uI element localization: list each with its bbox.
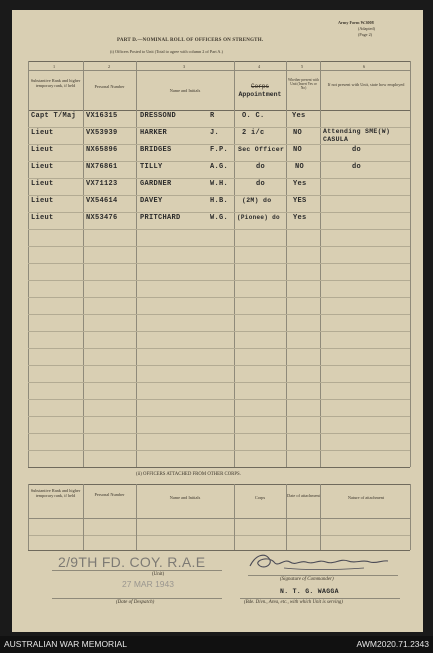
- col-header-appointment-struck: Corps: [250, 83, 269, 90]
- officer-number: NX65896: [86, 146, 118, 154]
- archive-footer: [0, 636, 433, 653]
- commander-signature: [244, 548, 394, 574]
- col-header-rank: Substantive Rank and higher temporary rank, if held: [30, 78, 81, 88]
- officer-rank: Lieut: [31, 129, 54, 137]
- archive-name: AUSTRALIAN WAR MEMORIAL: [4, 639, 127, 649]
- col-header-number: Personal Number: [94, 84, 125, 89]
- officer-initials: W.H.: [210, 180, 229, 188]
- officer-number: NX76861: [86, 163, 118, 171]
- officer-appointment: (Pionee) do: [237, 214, 280, 221]
- officer-present: NO: [295, 163, 305, 171]
- officer-name: DRESSOND: [140, 112, 177, 120]
- officer-name: BRIDGES: [140, 146, 172, 154]
- col-number-3: 3: [183, 64, 186, 69]
- officer-name: GARDNER: [140, 180, 172, 188]
- col-number-4: 4: [258, 64, 261, 69]
- officer-initials: R: [210, 112, 215, 120]
- officer-present: YES: [293, 197, 307, 205]
- form-id-line1: Army Form W.3008: [338, 20, 374, 25]
- officer-employed: Attending SME(W) CASULA: [323, 128, 391, 143]
- officer-appointment: 2 i/c: [242, 129, 265, 137]
- col-number-1: 1: [53, 64, 56, 69]
- col-header-present: Whether present with Unit (Insert Yes or No): [288, 78, 319, 91]
- officer-appointment: O. C.: [242, 112, 265, 120]
- despatch-label: (Date of Despatch): [116, 600, 155, 605]
- attached-header-date: Date of attachment: [287, 493, 320, 498]
- officer-number: VX54614: [86, 197, 118, 205]
- attached-header-number: Personal Number: [94, 492, 125, 497]
- col-number-5: 5: [301, 64, 304, 69]
- officer-number: VX71123: [86, 180, 118, 188]
- officer-employed: do: [352, 163, 362, 171]
- officer-initials: F.P.: [210, 146, 229, 154]
- officer-appointment: do: [256, 180, 266, 188]
- officer-name: PRITCHARD: [140, 214, 181, 222]
- form-id-line3: (Page 2): [358, 32, 373, 37]
- officer-initials: J.: [210, 129, 220, 137]
- col-header-appointment: Appointment: [238, 91, 282, 98]
- officer-appointment: do: [256, 163, 266, 171]
- officer-number: VX53939: [86, 129, 118, 137]
- section-i-title: (i) Officers Posted to Unit (Total to agree with column 2 of Part A.): [110, 49, 223, 54]
- officer-rank: Lieut: [31, 180, 54, 188]
- officer-initials: A.G.: [210, 163, 229, 171]
- officer-initials: W.G.: [210, 214, 229, 222]
- attached-header-corps: Corps: [254, 495, 266, 500]
- officer-name: DAVEY: [140, 197, 163, 205]
- officer-employed: do: [352, 146, 362, 154]
- officer-initials: H.B.: [210, 197, 229, 205]
- location-text: N. T. G. WAGGA: [280, 588, 339, 595]
- attached-header-nature: Nature of attachment: [347, 495, 385, 500]
- officer-name: HARKER: [140, 129, 168, 137]
- officer-rank: Lieut: [31, 163, 54, 171]
- attached-header-name: Name and Initials: [169, 495, 201, 500]
- part-title: PART D.—NOMINAL ROLL OF OFFICERS ON STRENGTH.: [117, 38, 264, 43]
- col-number-6: 6: [363, 64, 366, 69]
- officer-name: TILLY: [140, 163, 163, 171]
- officer-present: NO: [293, 129, 303, 137]
- officer-rank: Capt T/Maj: [31, 112, 77, 120]
- attached-header-rank: Substantive Rank and higher temporary rank, if held: [30, 488, 81, 498]
- section-ii-title: (ii) OFFICERS ATTACHED FROM OTHER CORPS.: [136, 472, 241, 477]
- officer-present: Yes: [293, 214, 307, 222]
- signature-label: (Signature of Commander): [280, 577, 334, 582]
- officer-rank: Lieut: [31, 146, 54, 154]
- unit-stamp: 2/9TH FD. COY. R.A.E: [58, 554, 206, 570]
- officer-rank: Lieut: [31, 214, 54, 222]
- service-label: (Bde. Divn., Area, etc., with which Unit is serving): [244, 600, 343, 605]
- officer-present: Yes: [292, 112, 306, 120]
- officer-appointment: Sec Officer: [238, 146, 285, 153]
- col-header-name: Name and Initials: [169, 88, 201, 93]
- unit-label: (Unit): [152, 572, 165, 577]
- col-header-employment: If not present with Unit, state how employed: [327, 82, 405, 87]
- form-sheet: [12, 10, 423, 632]
- officer-rank: Lieut: [31, 197, 54, 205]
- col-number-2: 2: [108, 64, 111, 69]
- officer-appointment: (2M) do: [242, 197, 272, 204]
- officer-number: VX16315: [86, 112, 118, 120]
- officer-present: Yes: [293, 180, 307, 188]
- officer-present: NO: [293, 146, 303, 154]
- archive-reference: AWM2020.71.2343: [356, 639, 429, 649]
- officer-number: NX53476: [86, 214, 118, 222]
- form-id-line2: (Adapted): [358, 26, 375, 31]
- date-stamp: 27 MAR 1943: [122, 579, 174, 589]
